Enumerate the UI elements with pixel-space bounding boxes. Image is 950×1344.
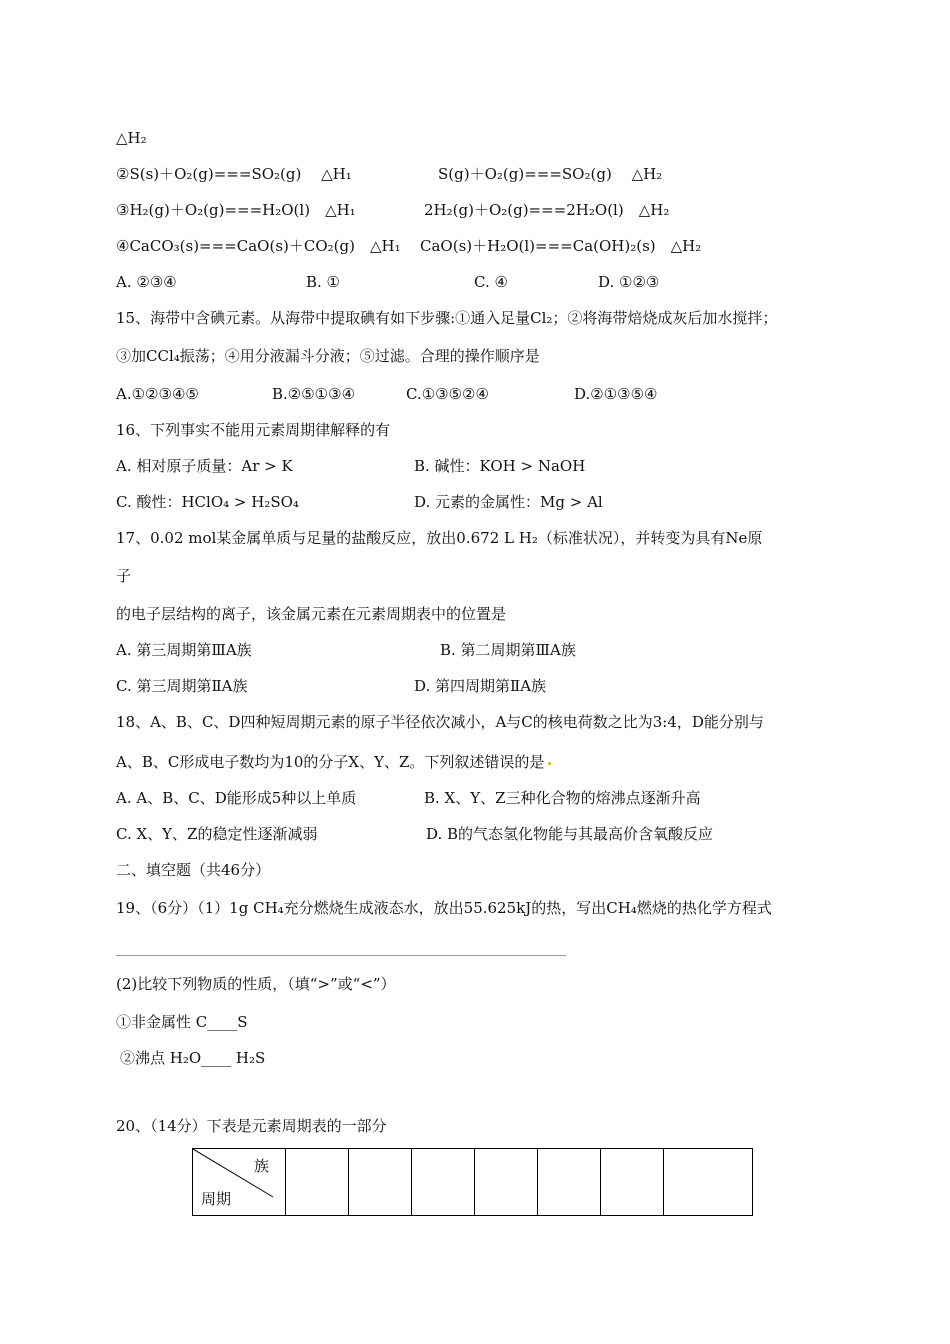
- table-cell[interactable]: [412, 1149, 475, 1216]
- option-c: C. 酸性：HClO₄ > H₂SO₄: [116, 493, 299, 511]
- question-19-item1: ①非金属性 C____S: [116, 1013, 248, 1031]
- question-18: 18、A、B、C、D四种短周期元素的原子半径依次减小，A与C的核电荷数之比为3:4，D能分别与: [116, 713, 764, 731]
- question-16: 16、下列事实不能用元素周期律解释的有: [116, 421, 391, 439]
- table-cell[interactable]: [475, 1149, 538, 1216]
- equation: 2H₂(g)＋O₂(g)===2H₂O(l) △H₂: [424, 201, 670, 219]
- option-a: A. 相对原子质量：Ar > K: [116, 457, 293, 475]
- header-period-label: 周期: [201, 1190, 232, 1208]
- option-b: B. ①: [306, 273, 341, 291]
- question-19-item2: ②沸点 H₂O____ H₂S: [120, 1049, 266, 1067]
- question-17: 17、0.02 mol某金属单质与足量的盐酸反应，放出0.672 L H₂（标准状况），并转变为具有Ne原: [116, 529, 763, 547]
- dot-mark: [548, 762, 551, 765]
- option-d: D.②①③⑤④: [574, 385, 658, 403]
- header-group-label: 族: [253, 1157, 269, 1175]
- option-d: D. 第四周期第ⅡA族: [414, 677, 547, 695]
- equation: CaO(s)＋H₂O(l)===Ca(OH)₂(s) △H₂: [420, 237, 702, 255]
- table-cell[interactable]: [601, 1149, 664, 1216]
- table-cell[interactable]: [349, 1149, 412, 1216]
- table-cell[interactable]: [538, 1149, 601, 1216]
- question-15-cont: ③加CCl₄振荡；④用分液漏斗分液；⑤过滤。合理的操作顺序是: [116, 347, 540, 365]
- option-a: A.①②③④⑤: [116, 385, 199, 403]
- header-corner-cell: [193, 1149, 286, 1216]
- question-19-part2: (2)比较下列物质的性质，（填“>”或“<”）: [116, 975, 396, 993]
- option-c: C. X、Y、Z的稳定性逐渐减弱: [116, 825, 318, 843]
- equation: S(g)＋O₂(g)===SO₂(g) △H₂: [438, 165, 663, 183]
- option-d: D. ①②③: [598, 273, 660, 291]
- table-row: [193, 1149, 753, 1216]
- table-cell[interactable]: [664, 1149, 753, 1216]
- option-c: C. ④: [474, 273, 508, 291]
- text-line: △H₂: [116, 129, 147, 147]
- table-cell[interactable]: [286, 1149, 349, 1216]
- option-c: C. 第三周期第ⅡA族: [116, 677, 248, 695]
- option-a: A. A、B、C、D能形成5种以上单质: [116, 789, 357, 807]
- option-b: B. 第二周期第ⅢA族: [440, 641, 576, 659]
- equation: ③H₂(g)＋O₂(g)===H₂O(l) △H₁: [116, 201, 356, 219]
- question-18-cont: [116, 752, 551, 772]
- option-a: A. ②③④: [116, 273, 177, 291]
- option-b: B. X、Y、Z三种化合物的熔沸点逐渐升高: [424, 789, 701, 807]
- question-15: 15、海带中含碘元素。从海带中提取碘有如下步骤:①通入足量Cl₂；②将海带焙烧成灰后加水搅拌；: [116, 309, 778, 327]
- equation: ④CaCO₃(s)===CaO(s)＋CO₂(g) △H₁: [116, 237, 401, 255]
- question-17-cont: 子: [116, 567, 132, 585]
- equation: ②S(s)＋O₂(g)===SO₂(g) △H₁: [116, 165, 352, 183]
- option-d: D. 元素的金属性：Mg > Al: [414, 493, 603, 511]
- question-18-text: A、B、C形成电子数均为10的分子X、Y、Z。下列叙述错误的是: [116, 753, 545, 771]
- question-20: 20、（14分）下表是元素周期表的一部分: [116, 1117, 387, 1135]
- option-d: D. B的气态氢化物能与其最高价含氧酸反应: [426, 825, 714, 843]
- question-17-cont: 的电子层结构的离子，该金属元素在元素周期表中的位置是: [116, 605, 507, 623]
- periodic-table-fragment: [192, 1148, 753, 1216]
- answer-blank-line[interactable]: [116, 955, 566, 956]
- option-a: A. 第三周期第ⅢA族: [116, 641, 252, 659]
- question-19: 19、（6分）（1）1g CH₄充分燃烧生成液态水，放出55.625kJ的热，写出CH₄燃烧的热化学方程式: [116, 899, 772, 917]
- option-b: B.②⑤①③④: [272, 385, 356, 403]
- option-b: B. 碱性：KOH > NaOH: [414, 457, 586, 475]
- section-heading: 二、填空题（共46分）: [116, 861, 271, 879]
- option-c: C.①③⑤②④: [406, 385, 489, 403]
